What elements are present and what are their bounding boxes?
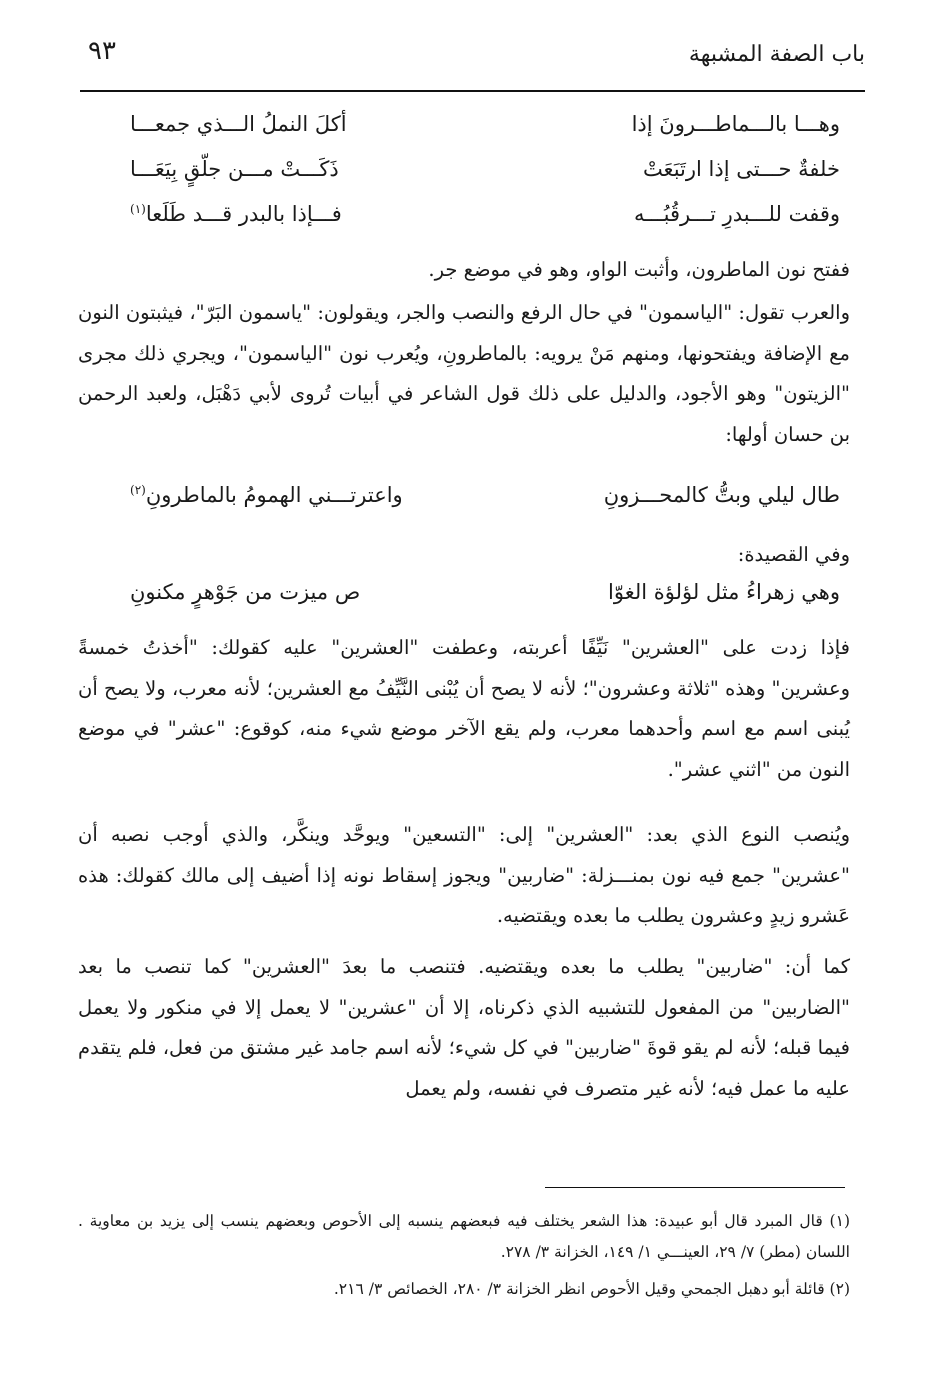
footnote: (٢) قائلة أبو دهبل الجمحي وقيل الأحوص انظر الخزانة ٣/ ٢٨٠، الخصائص ٣/ ٢١٦. — [333, 1280, 850, 1298]
chapter-title: باب الصفة المشبهة — [688, 42, 865, 67]
poem-verse — [100, 580, 840, 624]
paragraph: والعرب تقول: "الياسمون" في حال الرفع والنصب والجر، ويقولون: "ياسمون البَرّ"، فيثبتون النون مع الإضافة ويفتحونها، ومنهم مَنْ يرويه: بالماطرونِ، ويُعرب نون "الياسمون"، ويجري ذلك مجرى "الزيتون" وهو الأجود، والدليل على ذلك قول الشاعر في أبيات تُروى لأبي دَهْبَل، ولعبد الرحمن بن حسان أولها: — [78, 301, 850, 446]
poem-verse — [100, 157, 840, 201]
paragraph: كما أن: "ضاربين" يطلب ما بعده ويقتضيه. فتنصب ما بعدَ "العشرين" كما تنصب ما بعد "الضاربين" من المفعول للتشبيه الذي ذكرناه، إلا أن "عشرين" لا يعمل إلا في منكور ولا يعمل فيما قبله؛ لأنه لم يقو قوةَ "ضاربين" في كل شيء؛ لأنه اسم جامد غير مشتق من فعل، فلم يتقدم عليه ما عمل فيه؛ لأنه غير متصرف في نفسه، ولم يعمل — [78, 955, 850, 1100]
verse-first-hemistich: وهي زهراءُ مثل لؤلؤة الغوّا — [608, 580, 840, 604]
paragraph: وفي القصيدة: — [737, 543, 850, 566]
verse-second-hemistich — [130, 483, 403, 507]
verse-second-hemistich: أكلَ النملُ الـــذي جمعـــا — [130, 112, 347, 136]
verse-text: واعترتـــني الهمومُ بالماطرونِ — [145, 483, 403, 507]
paragraph: فإذا زدت على "العشرين" نَيِّفًا أعربته، وعطفت "العشرين" عليه كقولك: "أخذتُ خمسةً وعشرين" وهذه "ثلاثة وعشرون"؛ لأنه لا يصح أن يُبْنى النَّيِّفُ مع العشرين؛ لأنه معرب، ولا يصح أن يُبنى اسم مع اسم وأحدهما معرب، ولم يقع الآخر موضع شيء منه، كوقوع: "عشر" في موضع النون من "اثني عشر". — [78, 636, 850, 781]
poem-verse — [100, 112, 840, 156]
verse-text: فـــإذا بالبدر قـــد طَلَعا — [145, 202, 342, 226]
footnote-ref: (٢) — [130, 483, 146, 497]
footnote-ref: (١) — [130, 202, 146, 216]
footnote: (١) قال المبرد قال أبو عبيدة: هذا الشعر يختلف فيه فبعضهم ينسبه إلى الأحوص وبعضهم ينسب إلى يزيد بن معاوية . اللسان (مطر) ٧/ ٢٩، العينـــي ١/ ١٤٩، الخزانة ٣/ ٢٧٨. — [78, 1212, 850, 1261]
header-rule — [80, 90, 865, 92]
verse-first-hemistich: وهـــا بالـــماطـــرونَ إذا — [631, 112, 840, 136]
page-number: ٩٣ — [88, 36, 116, 66]
verse-second-hemistich — [130, 202, 342, 226]
verse-first-hemistich: وقفت للـــبدرِ تـــرقُبُـــه — [633, 202, 840, 226]
footnote-rule — [545, 1187, 845, 1188]
verse-second-hemistich: ذَكَـــتْ مـــن جلّقٍ بِيَعَـــا — [130, 157, 339, 181]
verse-second-hemistich: ص ميزت من جَوْهرٍ مكنونِ — [130, 580, 361, 604]
paragraph: ففتح نون الماطرون، وأثبت الواو، وهو في موضع جر. — [428, 258, 850, 281]
poem-verse — [100, 202, 840, 246]
paragraph: ويُنصب النوع الذي بعد: "العشرين" إلى: "التسعين" ويوحَّد وينكَّر، والذي أوجب نصبه أن "عشرين" جمع فيه نون بمنـــزلة: "ضاربين" ويجوز إسقاط نونه إذا أضيف إلى مالك كقولك: هذه عَشرو زيدٍ وعشرون يطلب ما بعده ويقتضيه. — [78, 823, 850, 927]
page-header — [80, 30, 865, 90]
poem-verse — [100, 483, 840, 527]
verse-first-hemistich: خلفةٌ حـــتى إذا ارتَبَعَتْ — [642, 157, 840, 181]
verse-first-hemistich: طال ليلي وبتُّ كالمحـــزونِ — [603, 483, 840, 507]
